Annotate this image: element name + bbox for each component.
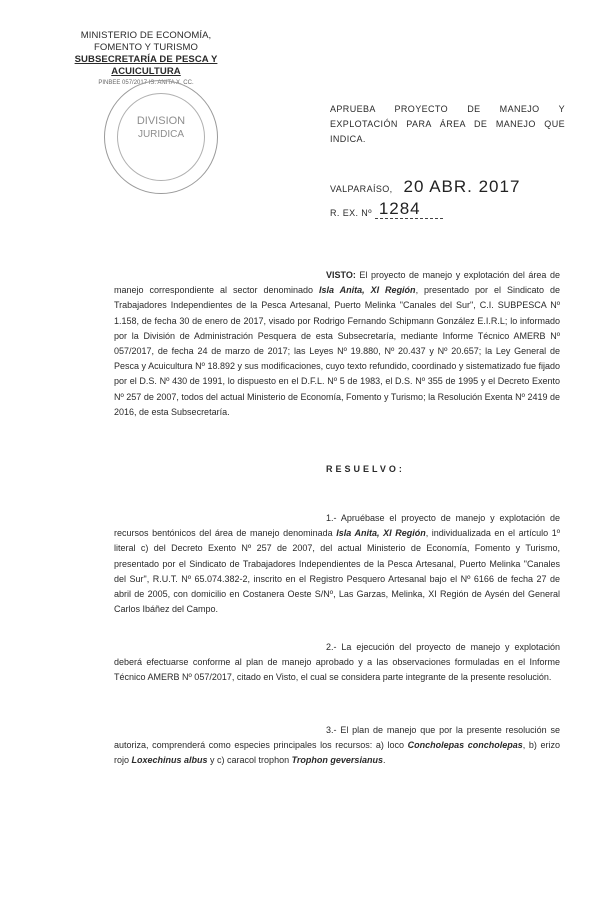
visto-text-b: , presentado por el Sindicato de Trabajadores Independientes de la Pesca Artesanal, Puerto Melinka "Canales del Sur", C.I. SUBPESCA Nº 1.158, de fecha 30 de enero de 2017, visado por Rodrigo Fernando Schipmann González E.I.R.L; lo informado por la División de Administración Pesquera de esta Subsecretaría, mediante Informe Técnico AMERB Nº 057/2017, de fecha 24 de marzo de 2017; las Leyes Nº 19.880, Nº 20.437 y Nº 20.657; la Ley General de Pesca y Acuicultura Nº 18.892 y sus modificaciones, cuyo texto refundido, coordinado y sistematizado fue fijado por el D.S. Nº 430 de 1991, lo dispuesto en el D.F.L. Nº 5 de 1983, el D.S. Nº 355 de 1995 y el Decreto Exento Nº 257 de 2007, todos del actual Ministerio de Economía, Fomento y Turismo; la Resolución Exenta Nº 2419 de 2016, de esta Subsecretaría. — [114, 285, 560, 417]
article-3-text-d: . — [382, 755, 386, 766]
letterhead — [46, 30, 246, 87]
ministry-line-1: MINISTERIO DE ECONOMÍA, — [80, 30, 212, 41]
subsecretary-line: SUBSECRETARÍA DE PESCA Y ACUICULTURA — [74, 54, 218, 77]
article-1-place: Isla Anita, XI Región — [336, 528, 426, 539]
stamp-text-juridica: JURIDICA — [137, 129, 185, 140]
division-juridica-stamp — [104, 80, 218, 194]
visto-paragraph — [114, 268, 560, 420]
article-3-text-b: , b) erizo rojo — [114, 740, 560, 766]
resuelvo-heading: RESUELVO: — [326, 464, 405, 474]
visto-place: Isla Anita, XI Región — [318, 285, 416, 296]
article-1-text-a: 1.- Apruébase el proyecto de manejo y explotación de recursos bentónicos del área de manejo denominada — [114, 513, 560, 539]
article-3-text-c: y c) caracol trophon — [207, 755, 292, 766]
rex-number-field — [375, 199, 443, 219]
resolution-number-row — [330, 199, 443, 219]
visto-label: VISTO: — [326, 270, 356, 280]
species-erizo: Loxechinus albus — [131, 755, 208, 766]
article-3-text-a: 3.- El plan de manejo que por la presente resolución se autoriza, comprenderá como especies principales los recursos: a) loco — [114, 725, 560, 751]
species-loco: Concholepas concholepas — [407, 740, 523, 751]
article-3 — [114, 723, 560, 769]
date-stamp: 20 ABR. 2017 — [403, 177, 521, 196]
stamp-text-division: DIVISION — [136, 115, 186, 127]
visto-text-a: El proyecto de manejo y explotación del área de manejo correspondiente al sector denominado — [114, 270, 560, 296]
rex-label: R. EX. Nº — [330, 208, 372, 218]
article-2-text: 2.- La ejecución del proyecto de manejo y explotación deberá efectuarse conforme al plan de manejo aprobado y a las observaciones formuladas en el Informe Técnico AMERB Nº 057/2017, citado en Visto, el cual se considera parte integrante de la presente resolución. — [114, 642, 560, 683]
date-row — [330, 177, 520, 197]
reference-code: PINBEE 057/2017 IS. ANITA X. CC. — [98, 80, 194, 86]
article-2 — [114, 640, 560, 686]
date-place: VALPARAÍSO, — [330, 184, 393, 194]
resolution-subject: APRUEBA PROYECTO DE MANEJO Y EXPLOTACIÓN PARA ÁREA DE MANEJO QUE INDICA. — [330, 104, 565, 144]
article-1-text-b: , individualizada en el artículo 1º literal c) del Decreto Exento Nº 257 de 2007, del actual Ministerio de Economía, Fomento y Turismo, presentado por el Sindicato de Trabajadores Independientes de la Pesca Artesanal, Puerto Melinka "Canales del Sur", R.U.T. Nº 65.074.382-2, inscrito en el Registro Pesquero Artesanal bajo el Nº 6166 de fecha 27 de abril de 2005, con domicilio en Costanera Oeste S/Nº, Las Garzas, Melinka, XI Región de Aysén del General Carlos Ibáñez del Campo. — [114, 528, 561, 615]
species-trophon: Trophon geversianus — [291, 755, 383, 766]
article-1 — [114, 511, 560, 617]
rex-number: 1284 — [378, 199, 421, 218]
ministry-line-2: FOMENTO Y TURISMO — [94, 42, 198, 53]
